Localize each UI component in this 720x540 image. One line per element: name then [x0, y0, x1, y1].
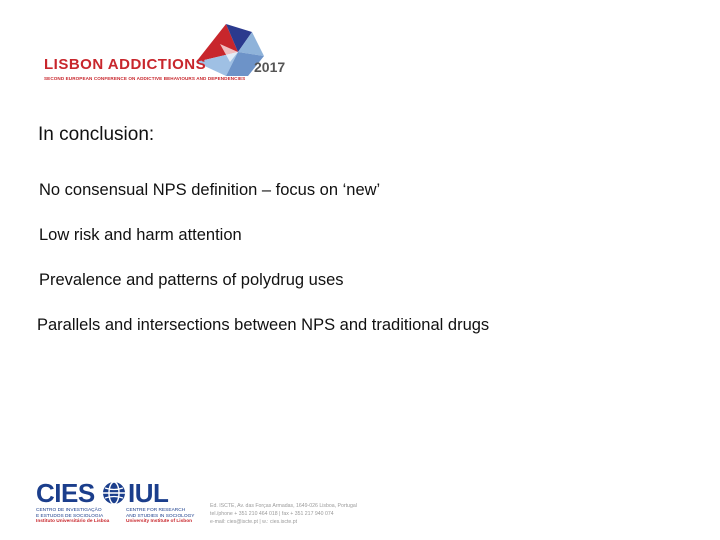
- logo-subtitle: SECOND EUROPEAN CONFERENCE ON ADDICTIVE BEHAVIOURS AND DEPENDENCIES: [44, 76, 246, 81]
- cies-iul-logo: [36, 478, 216, 528]
- conclusion-point: Prevalence and patterns of polydrug uses: [39, 271, 344, 289]
- conference-logo: [36, 22, 296, 86]
- logo-title: LISBON ADDICTIONS: [44, 56, 207, 73]
- contact-address: Ed. ISCTE, Av. das Forças Armadas, 1649-026 Lisboa, Portugal tel./phone + 351 210 464 018 | fax + 351 217 940 074 e-mail: cies@iscte.pt | w.: cies.iscte.pt: [210, 503, 357, 525]
- conclusion-point: Parallels and intersections between NPS and traditional drugs: [37, 316, 490, 334]
- logo-text-iul: IUL: [128, 478, 169, 508]
- conclusion-heading: In conclusion:: [38, 124, 155, 145]
- institute-name-pt: CENTRO DE INVESTIGAÇÃO E ESTUDOS DE SOCIOLOGIA Instituto Universitário de Lisboa: [36, 508, 110, 525]
- conclusion-point: Low risk and harm attention: [39, 226, 242, 244]
- globe-icon: [102, 481, 126, 505]
- logo-text-cies: CIES: [36, 478, 95, 508]
- logo-year: 2017: [254, 59, 286, 75]
- conclusion-point: No consensual NPS definition – focus on ‘new’: [39, 181, 381, 199]
- institute-name-en: CENTRE FOR RESEARCH AND STUDIES IN SOCIOLOGY University Institute of Lisbon: [126, 508, 195, 525]
